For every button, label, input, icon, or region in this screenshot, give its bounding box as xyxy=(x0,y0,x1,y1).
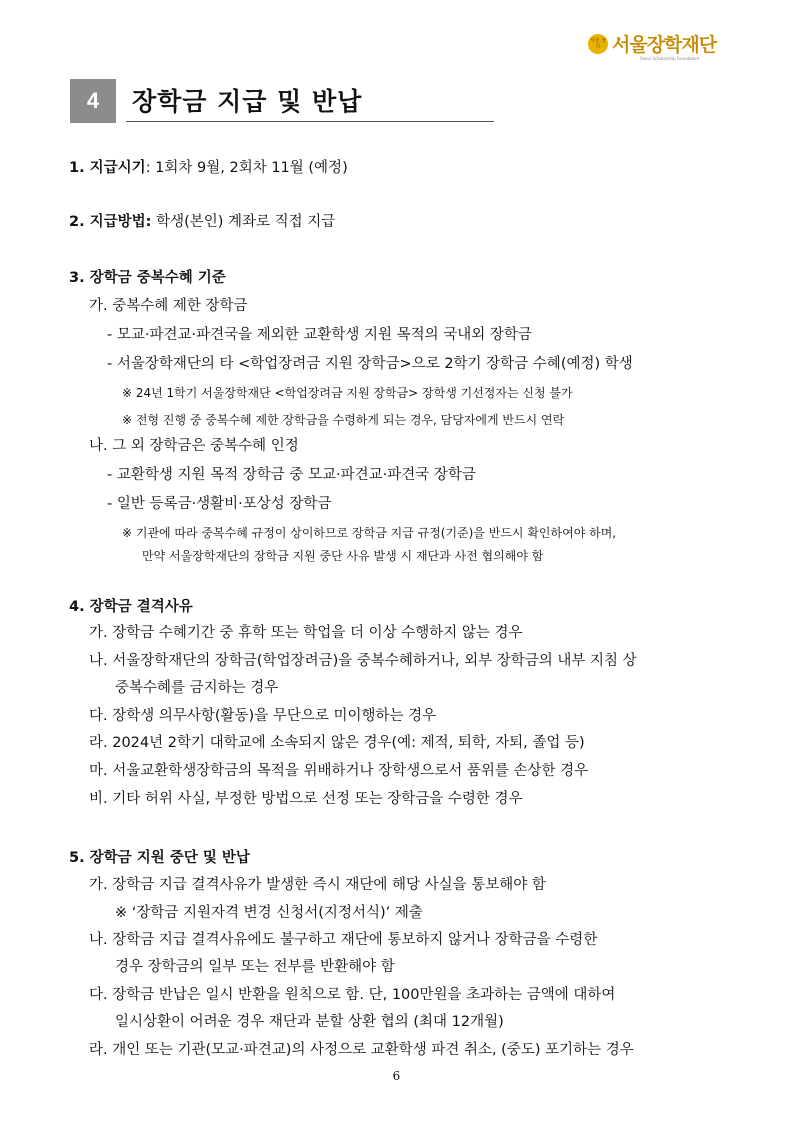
section-3-ga-sub-1: - 모교·파견교·파견국을 제외한 교환학생 지원 목적의 국내외 장학금 xyxy=(107,327,532,343)
section-4-item: 라. 2024년 2학기 대학교에 소속되지 않은 경우(예: 제적, 퇴학, 자퇴, 졸업 등) xyxy=(89,735,585,751)
section-4-item: 가. 장학금 수혜기간 중 휴학 또는 학업을 더 이상 수행하지 않는 경우 xyxy=(89,625,523,641)
section-3-item-ga: 가. 중복수혜 제한 장학금 xyxy=(89,298,248,314)
section-2-body: 학생(본인) 계좌로 직접 지급 xyxy=(151,214,336,230)
section-5-item: 다. 장학금 반납은 일시 반환을 원칙으로 함. 단, 100만원을 초과하는 금액에 대하여 xyxy=(89,987,616,1003)
chapter-underline xyxy=(126,121,494,122)
section-5-item: 가. 장학금 지급 결격사유가 발생한 즉시 재단에 해당 사실을 통보해야 함 xyxy=(89,877,546,893)
section-2 xyxy=(69,212,335,232)
section-3-ga-sub-2: - 서울장학재단의 타 <학업장려금 지원 장학금>으로 2학기 장학금 수혜(예정) 학생 xyxy=(107,356,633,372)
section-5-item: 라. 개인 또는 기관(모교·파견교)의 사정으로 교환학생 파견 취소, (중도) 포기하는 경우 xyxy=(89,1042,634,1058)
chapter-title: 장학금 지급 및 반납 xyxy=(132,87,363,116)
chapter-number-box: 4 xyxy=(70,79,116,123)
section-1-body: : 1회차 9월, 2회차 11월 (예정) xyxy=(145,160,348,176)
page-number: 6 xyxy=(392,1069,401,1083)
logo-subtext: Seoul Scholarship Foundation xyxy=(640,56,700,61)
section-5-item: 나. 장학금 지급 결격사유에도 불구하고 재단에 통보하지 않거나 장학금을 수령한 xyxy=(89,932,598,948)
section-3-heading: 3. 장학금 중복수혜 기준 xyxy=(69,270,226,286)
section-1 xyxy=(69,158,348,178)
section-3-item-na: 나. 그 외 장학금은 중복수혜 인정 xyxy=(89,438,299,454)
section-4-item: 마. 서울교환학생장학금의 목적을 위배하거나 장학생으로서 품위를 손상한 경우 xyxy=(89,763,589,779)
section-3-na-sub-1: - 교환학생 지원 목적 장학금 중 모교·파견교·파견국 장학금 xyxy=(107,467,476,483)
logo-seal-icon: 서울 장학 xyxy=(588,34,608,54)
section-4-item: 나. 서울장학재단의 장학금(학업장려금)을 중복수혜하거나, 외부 장학금의 내부 지침 상 xyxy=(89,653,637,669)
section-5-item-cont: 경우 장학금의 일부 또는 전부를 반환해야 함 xyxy=(115,959,395,975)
logo xyxy=(588,30,716,57)
section-3-na-note-1: ※ 기관에 따라 중복수혜 규정이 상이하므로 장학금 지급 규정(기준)을 반드시 확인하여야 하며, xyxy=(122,526,617,540)
section-5-note: ※ ‘장학금 지원자격 변경 신청서(지정서식)’ 제출 xyxy=(115,905,423,921)
section-3-na-sub-2: - 일반 등록금·생활비·포상성 장학금 xyxy=(107,496,332,512)
section-3-na-note-2: 만약 서울장학재단의 장학금 지원 중단 사유 발생 시 재단과 사전 협의해야 함 xyxy=(142,549,544,563)
section-3-ga-note-1: ※ 24년 1학기 서울장학재단 <학업장려금 지원 장학금> 장학생 기선정자는 신청 불가 xyxy=(122,386,573,400)
section-4-item: 비. 기타 허위 사실, 부정한 방법으로 선정 또는 장학금을 수령한 경우 xyxy=(89,791,523,807)
section-4-item: 다. 장학생 의무사항(활동)을 무단으로 미이행하는 경우 xyxy=(89,708,437,724)
logo-text: 서울장학재단 xyxy=(612,34,717,56)
section-1-heading: 1. 지급시기 xyxy=(69,160,146,176)
section-2-heading: 2. 지급방법: xyxy=(69,214,152,230)
section-5-item-cont: 일시상환이 어려운 경우 재단과 분할 상환 협의 (최대 12개월) xyxy=(115,1014,504,1030)
section-5-heading: 5. 장학금 지원 중단 및 반납 xyxy=(69,850,250,866)
section-4-item-cont: 중복수혜를 금지하는 경우 xyxy=(115,680,279,696)
section-3-ga-note-2: ※ 전형 진행 중 중복수혜 제한 장학금을 수령하게 되는 경우, 담당자에게 반드시 연락 xyxy=(122,413,565,427)
section-4-heading: 4. 장학금 결격사유 xyxy=(69,599,193,615)
